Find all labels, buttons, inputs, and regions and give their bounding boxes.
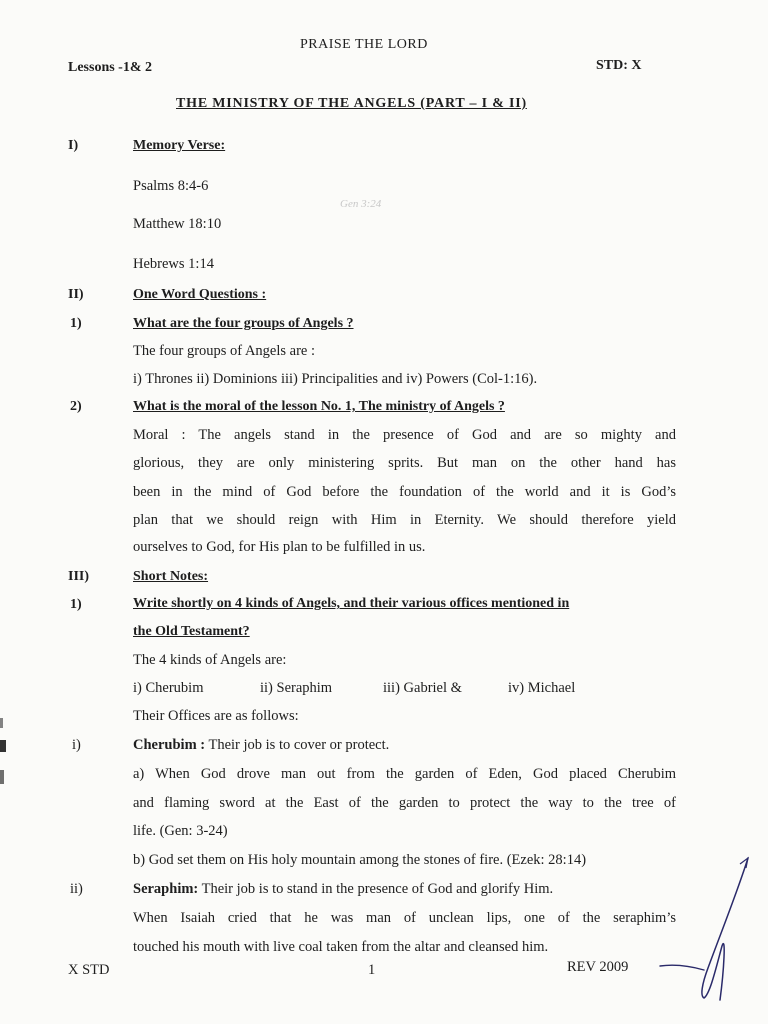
section3-heading: Short Notes: xyxy=(133,569,209,584)
std-label: STD: X xyxy=(596,58,642,73)
q1-answer-line1: The four groups of Angels are : xyxy=(133,343,316,359)
footer-revision: REV 2009 xyxy=(567,959,629,975)
cherubim-text-line3: life. (Gen: 3-24) xyxy=(133,823,228,839)
sn1-question-line2: the Old Testament? xyxy=(133,624,250,639)
sn1-number: 1) xyxy=(70,597,82,612)
section1-heading: Memory Verse: xyxy=(133,138,226,153)
cherubim-text-line2: and flaming sword at the East of the garden to protect the way to the tree of xyxy=(133,795,676,811)
cherubim-text-line1: a) When God drove man out from the garden of Eden, God placed Cherubim xyxy=(133,766,676,782)
seraphim-line xyxy=(133,881,553,898)
sn1-question-line1: Write shortly on 4 kinds of Angels, and their various offices mentioned in xyxy=(133,596,570,611)
footer-left: X STD xyxy=(68,962,110,978)
q2-answer-line5: ourselves to God, for His plan to be fulfilled in us. xyxy=(133,539,426,555)
q2-answer-line1: Moral : The angels stand in the presence of God and are so mighty and xyxy=(133,427,676,443)
memory-verse-1: Psalms 8:4-6 xyxy=(133,178,209,194)
seraphim-text-line2: touched his mouth with live coal taken from the altar and cleansed him. xyxy=(133,939,549,955)
q2-answer-line4: plan that we should reign with Him in Eternity. We should therefore yield xyxy=(133,512,676,528)
q2-answer-line3: been in the mind of God before the foundation of the world and it is God’s xyxy=(133,484,676,500)
sn1-intro: The 4 kinds of Angels are: xyxy=(133,652,287,668)
q1-number: 1) xyxy=(70,316,82,331)
memory-verse-3: Hebrews 1:14 xyxy=(133,256,214,272)
lessons-label: Lessons -1& 2 xyxy=(68,60,153,75)
angel-kind-1: i) Cherubim xyxy=(133,680,204,696)
q2-answer-line2: glorious, they are only ministering sprits. But man on the other hand has xyxy=(133,455,676,471)
section1-number: I) xyxy=(68,138,79,153)
memory-verse-2: Matthew 18:10 xyxy=(133,216,222,232)
page-title: THE MINISTRY OF THE ANGELS (PART – I & II) xyxy=(176,96,527,111)
seraphim-name: Seraphim: xyxy=(133,881,199,897)
cherubim-text-line4: b) God set them on His holy mountain among the stones of fire. (Ezek: 28:14) xyxy=(133,852,587,868)
cherubim-line xyxy=(133,737,389,754)
section2-number: II) xyxy=(68,287,84,302)
cherubim-name: Cherubim : xyxy=(133,737,206,753)
angel-kind-3: iii) Gabriel & xyxy=(383,680,462,696)
seraphim-desc: Their job is to stand in the presence of God and glorify Him. xyxy=(198,881,554,897)
cherubim-number: i) xyxy=(72,737,81,753)
page-number: 1 xyxy=(368,962,376,978)
seraphim-number: ii) xyxy=(70,881,83,897)
cherubim-desc: Their job is to cover or protect. xyxy=(205,737,390,753)
header-top-title: PRAISE THE LORD xyxy=(300,37,428,52)
scan-edge-mark xyxy=(0,718,3,728)
signature-mark xyxy=(630,850,760,1010)
q2-number: 2) xyxy=(70,399,82,414)
section3-number: III) xyxy=(68,569,90,584)
angel-kind-4: iv) Michael xyxy=(508,680,576,696)
offices-intro: Their Offices are as follows: xyxy=(133,708,299,724)
scan-edge-mark xyxy=(0,740,6,752)
q1-question: What are the four groups of Angels ? xyxy=(133,316,354,331)
scan-edge-mark xyxy=(0,770,4,784)
q2-question: What is the moral of the lesson No. 1, The ministry of Angels ? xyxy=(133,399,505,414)
section2-heading: One Word Questions : xyxy=(133,287,267,302)
seraphim-text-line1: When Isaiah cried that he was man of unclean lips, one of the seraphim’s xyxy=(133,910,676,926)
faint-mark: Gen 3:24 xyxy=(340,198,382,210)
angel-kind-2: ii) Seraphim xyxy=(260,680,333,696)
q1-answer-line2: i) Thrones ii) Dominions iii) Principalities and iv) Powers (Col-1:16). xyxy=(133,371,538,387)
